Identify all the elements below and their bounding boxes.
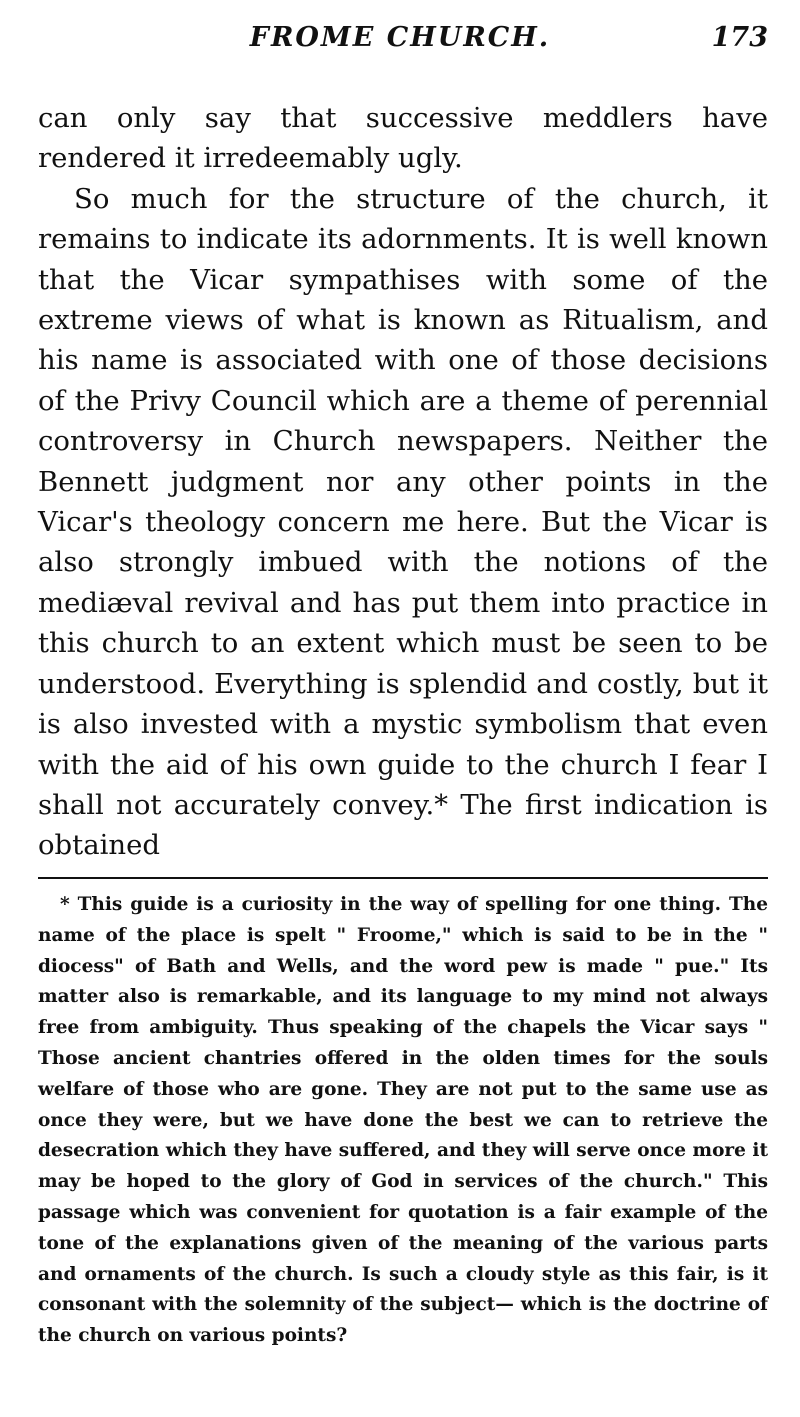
main-text [38,98,768,866]
footnote-divider [38,877,768,879]
page-number: 173 [711,22,768,53]
page-header [0,22,800,62]
footnote-text: * This guide is a curiosity in the way of spelling for one thing. The name of the place is spelt " Froome," which is said to be in the " diocess" of Bath and Wells, and the word pew is made " pue." Its matter also is remarkable, and its language to my mind not always free from ambiguity. Thus speaking of the chapels the Vicar says " Those ancient chantries offered in the olden times for the souls welfare of those who are gone. They are not put to the same use as once they were, but we have done the best we can to retrieve the desecration which they have suffered, and they will serve once more it may be hoped to the glory of God in services of the church." This passage which was convenient for quotation is a fair example of the tone of the explanations given of the meaning of the various parts and ornaments of the church. Is such a cloudy style as this fair, is it consonant with the solemnity of the subject— which is the doctrine of the church on various points? [38,894,768,1347]
paragraph-adornments: So much for the structure of the church, it remains to indicate its adornments. It is well known that the Vicar sympathises with some of the extreme views of what is known as Ritualism, and his name is associated with one of those decisions of the Privy Council which are a theme of perennial controversy in Church newspapers. Neither the Bennett judgment nor any other points in the Vicar's theology concern me here. But the Vicar is also strongly imbued with the notions of the mediæval revival and has put them into practice in this church to an extent which must be seen to be understood. Everything is splendid and costly, but it is also invested with a mystic symbolism that even with the aid of his own guide to the church I fear I shall not accurately convey.* The first indication is obtained [38,182,768,862]
running-title: FROME CHURCH. [249,22,551,53]
paragraph-continued: can only say that successive meddlers have rendered it irredeemably ugly. [38,102,768,175]
footnote [38,890,768,1352]
